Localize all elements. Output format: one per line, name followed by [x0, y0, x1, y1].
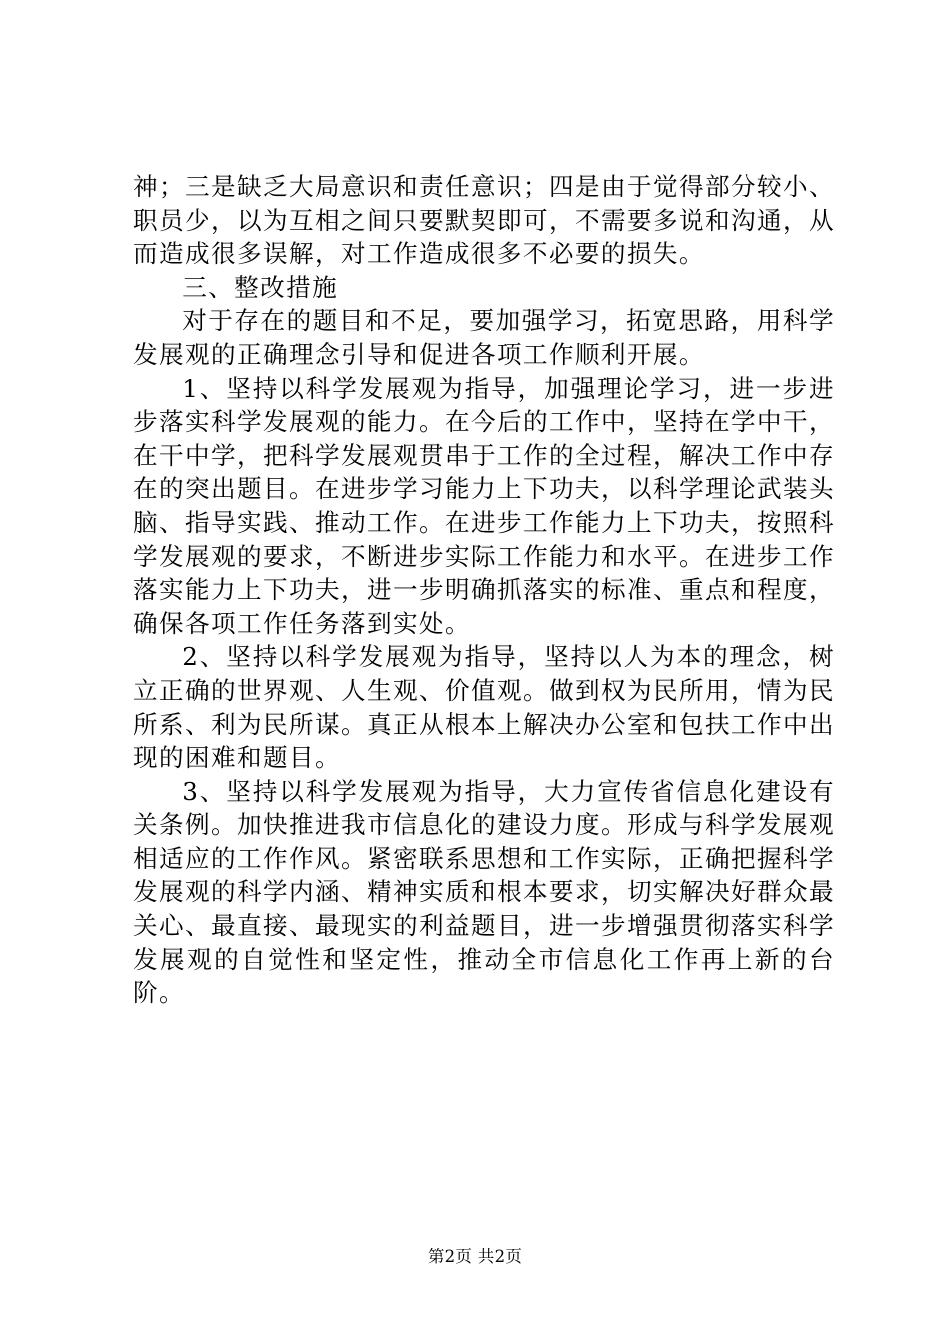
section-heading: 三、整改措施: [182, 272, 339, 302]
paragraph-measure-3: 3、坚持以科学发展观为指导，大力宣传省信息化建设有关条例。加快推进我市信息化的建设力度。形成与科学发展观相适应的工作作风。紧密联系思想和工作实际，正确把握科学发展观的科学内涵、精神实质和根本要求，切实解决好群众最关心、最直接、最现实的利益题目，进一步增强贯彻落实科学发展观的自觉性和坚定性，推动全市信息化工作再上新的台阶。: [133, 776, 835, 1008]
page-footer: 第2页 共2页: [427, 1247, 523, 1266]
paragraph-continuation: 神；三是缺乏大局意识和责任意识；四是由于觉得部分较小、职员少，以为互相之间只要默契即可，不需要多说和沟通，从而造成很多误解，对工作造成很多不必要的损失。: [133, 172, 835, 269]
paragraph-intro: 对于存在的题目和不足，要加强学习，拓宽思路，用科学发展观的正确理念引导和促进各项工作顺利开展。: [133, 306, 835, 369]
document-body: [133, 170, 835, 1010]
paragraph-measure-2: 2、坚持以科学发展观为指导，坚持以人为本的理念，树立正确的世界观、人生观、价值观。做到权为民所用，情为民所系、利为民所谋。真正从根本上解决办公室和包扶工作中出现的困难和题目。: [133, 642, 835, 773]
paragraph-measure-1: 1、坚持以科学发展观为指导，加强理论学习，进一步进步落实科学发展观的能力。在今后的工作中，坚持在学中干，在干中学，把科学发展观贯串于工作的全过程，解决工作中存在的突出题目。在进步学习能力上下功夫，以科学理论武装头脑、指导实践、推动工作。在进步工作能力上下功夫，按照科学发展观的要求，不断进步实际工作能力和水平。在进步工作落实能力上下功夫，进一步明确抓落实的标准、重点和程度，确保各项工作任务落到实处。: [133, 373, 835, 638]
